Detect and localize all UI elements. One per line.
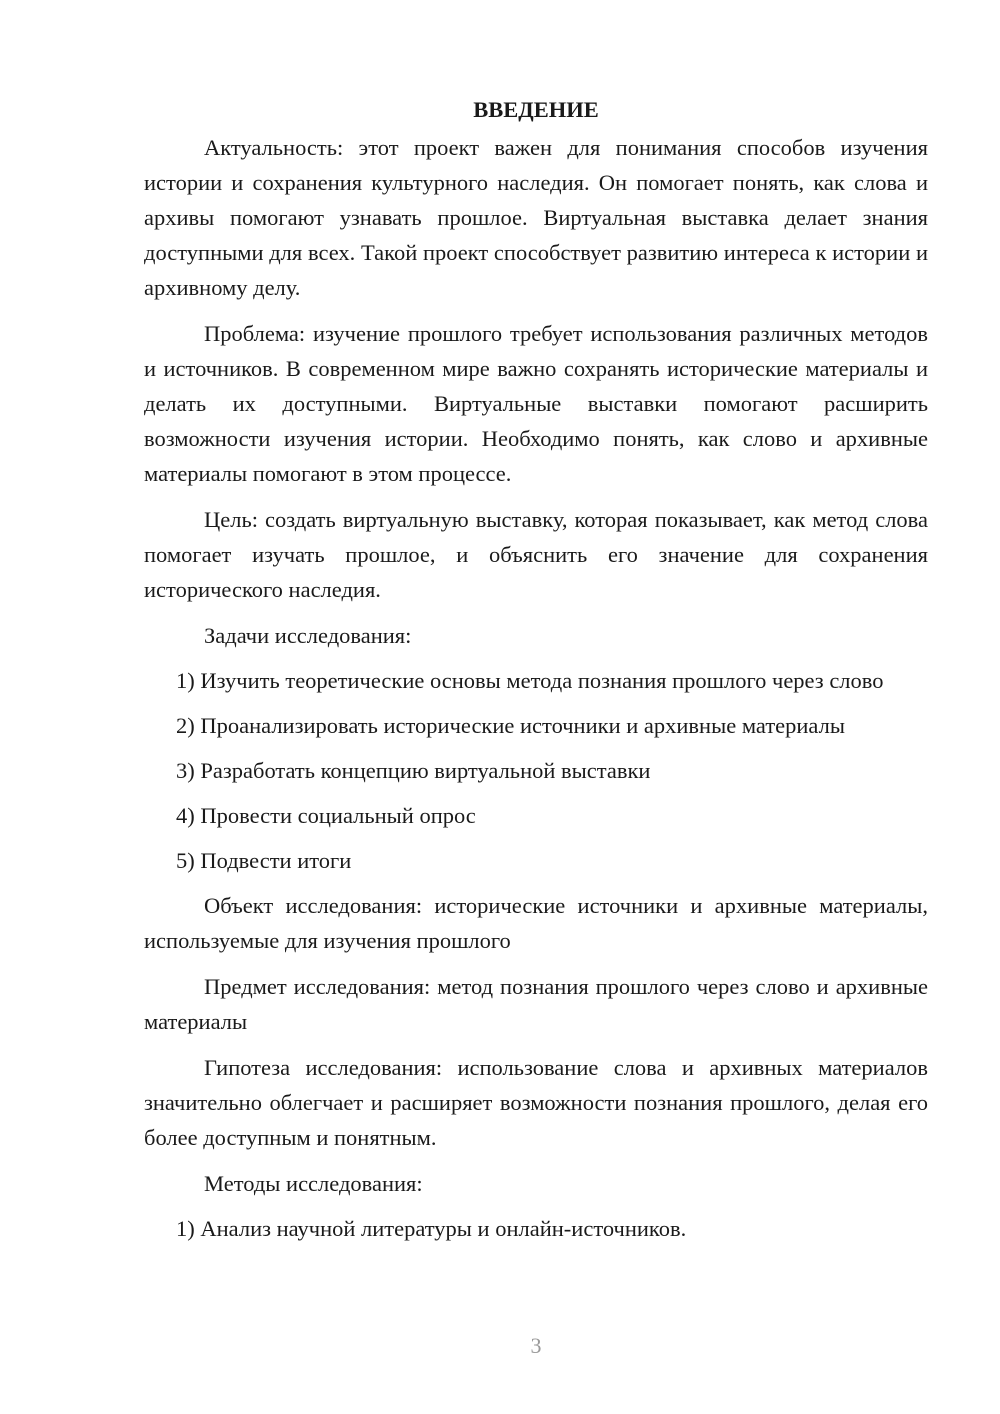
subject-paragraph: Предмет исследования: метод познания прошлого через слово и архивные материалы: [144, 974, 928, 1034]
goal-paragraph: Цель: создать виртуальную выставку, которая показывает, как метод слова помогает изучать прошлое, и объяснить его значение для сохранения исторического наследия.: [144, 507, 928, 602]
page-title: ВВЕДЕНИЕ: [473, 97, 599, 122]
task-item: 4) Провести социальный опрос: [176, 803, 476, 828]
problem-paragraph: Проблема: изучение прошлого требует использования различных методов и источников. В современном мире важно сохранять исторические материалы и делать их доступными. Виртуальные выставки помогают расширить возможности изучения истории. Необходимо понять, как слово и архивные материалы помогают в этом процессе.: [144, 321, 928, 486]
task-item: 5) Подвести итоги: [176, 848, 352, 873]
object-paragraph: Объект исследования: исторические источники и архивные материалы, используемые для изучения прошлого: [144, 893, 928, 953]
task-item: 2) Проанализировать исторические источники и архивные материалы: [176, 713, 845, 738]
method-item: 1) Анализ научной литературы и онлайн-источников.: [176, 1216, 687, 1241]
relevance-paragraph: Актуальность: этот проект важен для понимания способов изучения истории и сохранения культурного наследия. Он помогает понять, как слова и архивы помогают узнавать прошлое. Виртуальная выставка делает знания доступными для всех. Такой проект способствует развитию интереса к истории и архивному делу.: [144, 135, 928, 300]
task-item: 1) Изучить теоретические основы метода познания прошлого через слово: [176, 668, 884, 693]
task-item: 3) Разработать концепцию виртуальной выставки: [176, 758, 651, 783]
methods-heading: Методы исследования:: [204, 1171, 423, 1196]
page-number: 3: [530, 1333, 542, 1358]
tasks-heading: Задачи исследования:: [204, 623, 412, 648]
hypothesis-paragraph: Гипотеза исследования: использование слова и архивных материалов значительно облегчает и расширяет возможности познания прошлого, делая его более доступным и понятным.: [144, 1055, 928, 1150]
page-content: [144, 92, 928, 1256]
